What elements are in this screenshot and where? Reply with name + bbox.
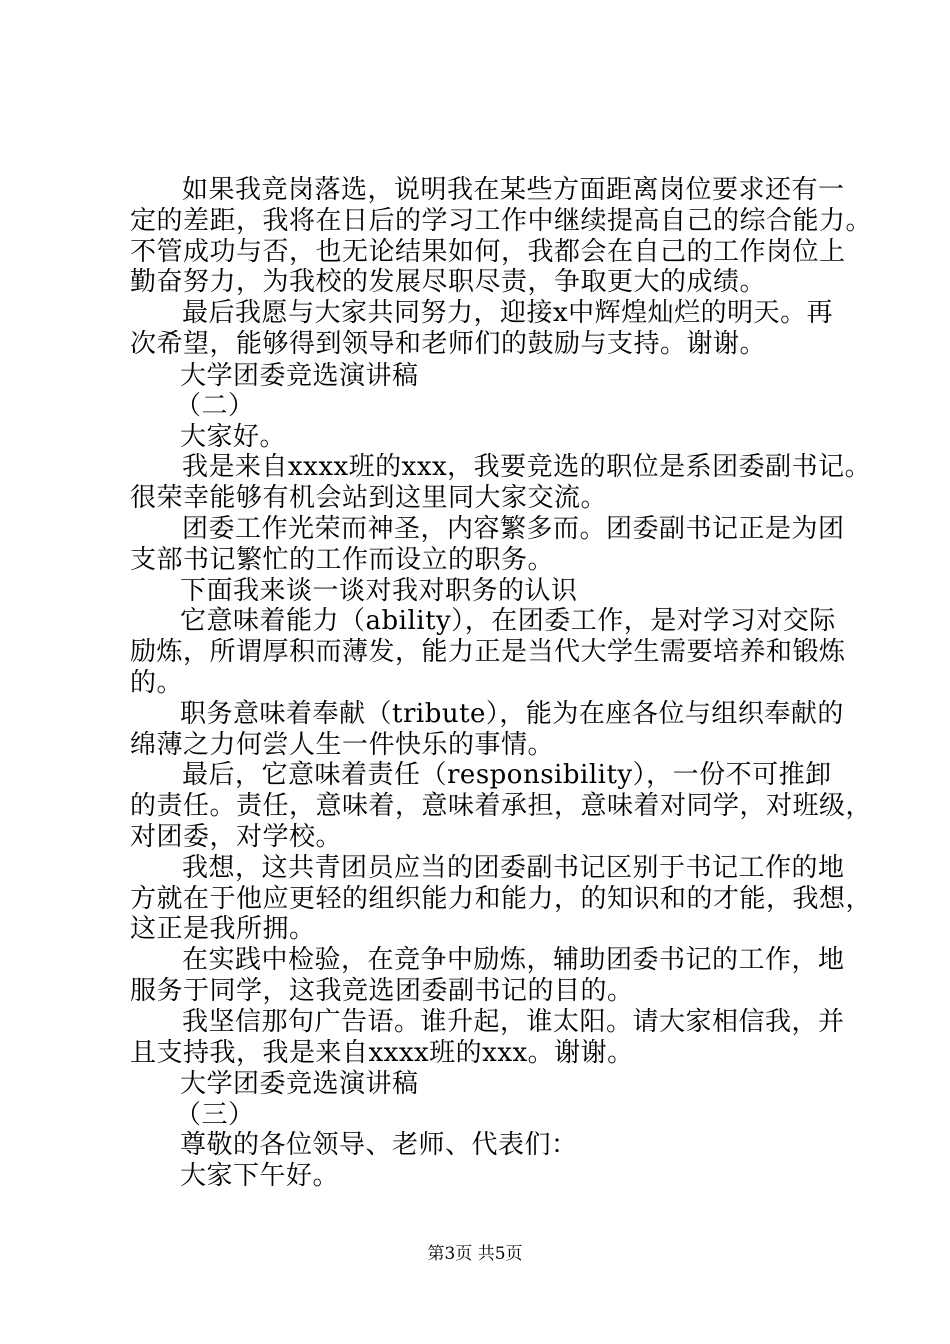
text-line: 团委工作光荣而神圣，内容繁多而。团委副书记正是为团 xyxy=(182,514,845,544)
text-line: 我想，这共青团员应当的团委副书记区别于书记工作的地 xyxy=(182,853,845,883)
text-line: 的责任。责任，意味着，意味着承担，意味着对同学，对班级， xyxy=(130,791,873,821)
section-heading: 大学团委竞选演讲稿 xyxy=(180,361,419,391)
section-heading: 大学团委竞选演讲稿 xyxy=(180,1069,419,1099)
greeting-line: 大家下午好。 xyxy=(180,1161,340,1191)
text-line: 服务于同学，这我竞选团委副书记的目的。 xyxy=(130,976,634,1006)
page-number-footer: 第3页 共5页 xyxy=(427,1244,523,1264)
text-line: 如果我竞岗落选，说明我在某些方面距离岗位要求还有一 xyxy=(182,175,845,205)
text-line: 对团委，对学校。 xyxy=(130,822,343,852)
text-line: 方就在于他应更轻的组织能力和能力，的知识和的才能，我想， xyxy=(130,884,873,914)
greeting-line: 大家好。 xyxy=(180,422,287,452)
text-line: 下面我来谈一谈对我对职务的认识 xyxy=(180,576,578,606)
text-line: 励炼，所谓厚积而薄发，能力正是当代大学生需要培养和锻炼 xyxy=(130,637,846,667)
salutation-line: 尊敬的各位领导、老师、代表们： xyxy=(180,1130,578,1160)
text-line: 的。 xyxy=(130,668,184,698)
section-number: （二） xyxy=(175,391,255,421)
text-line: 支部书记繁忙的工作而设立的职务。 xyxy=(130,545,555,575)
text-line: 它意味着能力（ability），在团委工作，是对学习对交际 xyxy=(180,606,836,636)
text-line: 这正是我所拥。 xyxy=(130,914,316,944)
text-line: 最后，它意味着责任（responsibility），一份不可推卸 xyxy=(182,760,832,790)
text-line: 职务意味着奉献（tribute），能为在座各位与组织奉献的 xyxy=(180,699,844,729)
section-number: （三） xyxy=(175,1100,255,1130)
text-line: 勤奋努力，为我校的发展尽职尽责，争取更大的成绩。 xyxy=(130,267,767,297)
text-line: 不管成功与否，也无论结果如何，我都会在自己的工作岗位上 xyxy=(130,237,846,267)
text-line: 很荣幸能够有机会站到这里同大家交流。 xyxy=(130,483,608,513)
text-line: 我坚信那句广告语。谁升起，谁太阳。请大家相信我，并 xyxy=(182,1007,845,1037)
text-line: 次希望，能够得到领导和老师们的鼓励与支持。谢谢。 xyxy=(130,329,767,359)
text-line: 在实践中检验，在竞争中励炼，辅助团委书记的工作，地 xyxy=(182,945,845,975)
text-line: 最后我愿与大家共同努力，迎接x中辉煌灿烂的明天。再 xyxy=(182,298,834,328)
text-line: 我是来自xxxx班的xxx，我要竞选的职位是系团委副书记。 xyxy=(182,452,872,482)
text-line: 绵薄之力何尝人生一件快乐的事情。 xyxy=(130,730,555,760)
text-line: 且支持我，我是来自xxxx班的xxx。谢谢。 xyxy=(130,1038,634,1068)
text-line: 定的差距，我将在日后的学习工作中继续提高自己的综合能力。 xyxy=(130,206,873,236)
